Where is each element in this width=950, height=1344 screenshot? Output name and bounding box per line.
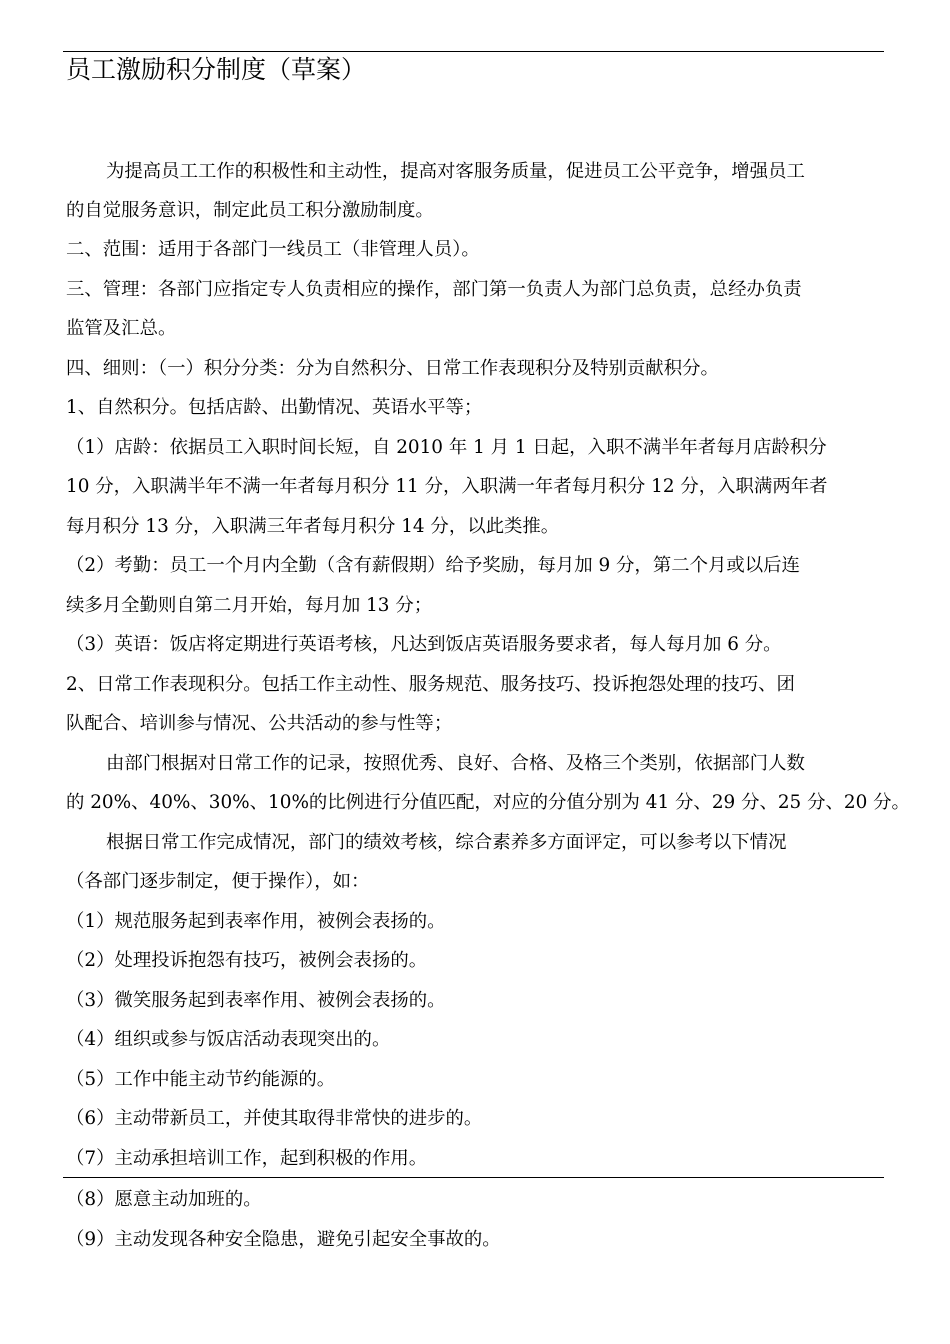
paragraph-line: （3）英语：饭店将定期进行英语考核，凡达到饭店英语服务要求者，每人每月加 6 分。 bbox=[66, 634, 782, 655]
paragraph-line: （2）处理投诉抱怨有技巧，被例会表扬的。 bbox=[66, 950, 428, 971]
paragraph-line: （各部门逐步制定，便于操作），如： bbox=[66, 871, 370, 892]
paragraph-line: （2）考勤：员工一个月内全勤（含有薪假期）给予奖励，每月加 9 分，第二个月或以后连 bbox=[66, 555, 800, 576]
paragraph-line: （4）组织或参与饭店活动表现突出的。 bbox=[66, 1029, 391, 1050]
page-break-rule bbox=[63, 1177, 884, 1178]
paragraph-line: （1）规范服务起到表率作用，被例会表扬的。 bbox=[66, 911, 446, 932]
paragraph-line: 二、范围：适用于各部门一线员工（非管理人员）。 bbox=[66, 239, 480, 260]
paragraph-line: （8）愿意主动加班的。 bbox=[66, 1189, 262, 1210]
paragraph-line: （6）主动带新员工，并使其取得非常快的进步的。 bbox=[66, 1108, 483, 1129]
paragraph-line: （5）工作中能主动节约能源的。 bbox=[66, 1069, 336, 1090]
paragraph-line: 续多月全勤则自第二月开始，每月加 13 分； bbox=[66, 595, 433, 616]
paragraph-line: 的自觉服务意识，制定此员工积分激励制度。 bbox=[66, 200, 434, 221]
paragraph-line: 每月积分 13 分，入职满三年者每月积分 14 分，以此类推。 bbox=[66, 516, 560, 537]
document-title: 员工激励积分制度（草案） bbox=[66, 55, 367, 84]
paragraph-line: 队配合、培训参与情况、公共活动的参与性等； bbox=[66, 713, 453, 734]
paragraph-line: 根据日常工作完成情况，部门的绩效考核，综合素养多方面评定，可以参考以下情况 bbox=[106, 832, 787, 853]
paragraph-line: 由部门根据对日常工作的记录，按照优秀、良好、合格、及格三个类别，依据部门人数 bbox=[106, 753, 805, 774]
paragraph-line: （9）主动发现各种安全隐患，避免引起安全事故的。 bbox=[66, 1229, 501, 1250]
paragraph-line: 为提高员工工作的积极性和主动性，提高对客服务质量，促进员工公平竞争，增强员工 bbox=[106, 161, 805, 182]
paragraph-line: 的 20%、40%、30%、10%的比例进行分值匹配，对应的分值分别为 41 分、29 分、25 分、20 分。 bbox=[66, 792, 910, 813]
paragraph-line: 1、自然积分。包括店龄、出勤情况、英语水平等； bbox=[66, 397, 483, 418]
paragraph-line: （3）微笑服务起到表率作用、被例会表扬的。 bbox=[66, 990, 446, 1011]
paragraph-line: （1）店龄：依据员工入职时间长短，自 2010 年 1 月 1 日起，入职不满半年者每月店龄积分 bbox=[66, 437, 827, 458]
paragraph-line: 2、日常工作表现积分。包括工作主动性、服务规范、服务技巧、投诉抱怨处理的技巧、团 bbox=[66, 674, 795, 695]
paragraph-line: 三、管理：各部门应指定专人负责相应的操作，部门第一负责人为部门总负责，总经办负责 bbox=[66, 279, 802, 300]
paragraph-line: 10 分，入职满半年不满一年者每月积分 11 分，入职满一年者每月积分 12 分，入职满两年者 bbox=[66, 476, 828, 497]
paragraph-line: 四、细则：（一）积分分类：分为自然积分、日常工作表现积分及特别贡献积分。 bbox=[66, 358, 719, 379]
paragraph-line: 监管及汇总。 bbox=[66, 318, 177, 339]
paragraph-line: （7）主动承担培训工作，起到积极的作用。 bbox=[66, 1148, 428, 1169]
